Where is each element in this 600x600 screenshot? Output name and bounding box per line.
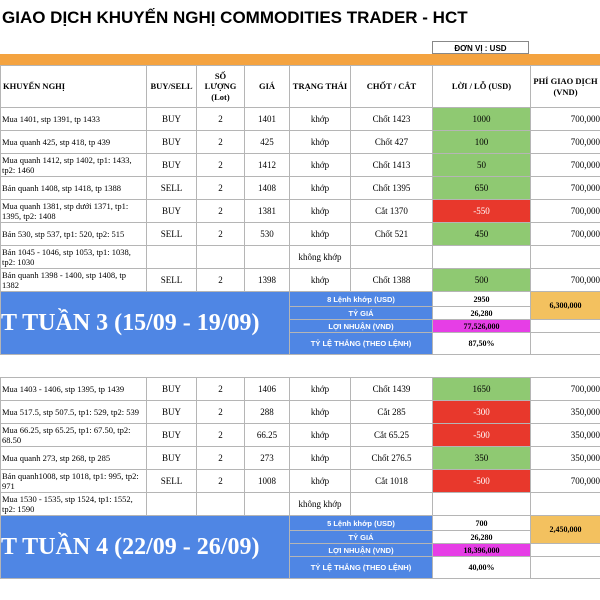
week4-orders-label: 5 Lệnh khớp (USD) bbox=[290, 516, 433, 531]
trade-close: Cắt 65.25 bbox=[351, 424, 433, 447]
trade-pnl: 650 bbox=[433, 177, 531, 200]
trade-price: 1398 bbox=[245, 269, 290, 292]
trade-status: khớp bbox=[290, 177, 351, 200]
table-row bbox=[1, 447, 600, 470]
trade-price bbox=[245, 246, 290, 269]
table-row bbox=[1, 177, 600, 200]
spacer-row bbox=[1, 355, 600, 378]
table-row bbox=[1, 223, 600, 246]
trade-quantity: 2 bbox=[197, 223, 245, 246]
week4-winrate-value: 40,00% bbox=[433, 557, 531, 579]
trade-close: Chốt 1423 bbox=[351, 108, 433, 131]
trade-quantity: 2 bbox=[197, 424, 245, 447]
trade-close: Chốt 1413 bbox=[351, 154, 433, 177]
table-row bbox=[1, 493, 600, 516]
trade-quantity: 2 bbox=[197, 401, 245, 424]
header-buy-sell: BUY/SELL bbox=[147, 66, 197, 108]
trade-pnl bbox=[433, 246, 531, 269]
trade-recommendation: Mua quanh 1412, stp 1402, tp1: 1433, tp2: 1460 bbox=[1, 154, 147, 177]
trade-price: 1408 bbox=[245, 177, 290, 200]
table-row bbox=[1, 378, 600, 401]
trade-pnl: 1650 bbox=[433, 378, 531, 401]
trade-recommendation: Bán 1045 - 1046, stp 1053, tp1: 1038, tp2: 1030 bbox=[1, 246, 147, 269]
table-row bbox=[1, 470, 600, 493]
trade-price: 1406 bbox=[245, 378, 290, 401]
trade-side: SELL bbox=[147, 177, 197, 200]
trade-fee: 700,000 bbox=[531, 154, 600, 177]
trade-fee: 700,000 bbox=[531, 131, 600, 154]
trade-side: BUY bbox=[147, 401, 197, 424]
trade-close: Cắt 1370 bbox=[351, 200, 433, 223]
header-row bbox=[1, 66, 600, 108]
week3-summary bbox=[1, 292, 600, 378]
trade-pnl: 450 bbox=[433, 223, 531, 246]
table-row bbox=[1, 424, 600, 447]
trade-price: 425 bbox=[245, 131, 290, 154]
trade-price: 1008 bbox=[245, 470, 290, 493]
trade-recommendation: Bán quanh 1398 - 1400, stp 1408, tp 1382 bbox=[1, 269, 147, 292]
trade-close: Cắt 1018 bbox=[351, 470, 433, 493]
trade-side bbox=[147, 246, 197, 269]
trade-status: khớp bbox=[290, 200, 351, 223]
trade-quantity: 2 bbox=[197, 177, 245, 200]
trade-close: Chốt 427 bbox=[351, 131, 433, 154]
trade-recommendation: Mua 1530 - 1535, stp 1524, tp1: 1552, tp2: 1590 bbox=[1, 493, 147, 516]
trade-fee: 700,000 bbox=[531, 200, 600, 223]
week4-profit-label: LỢI NHUẬN (VND) bbox=[290, 544, 433, 557]
trade-pnl: -300 bbox=[433, 401, 531, 424]
trade-side: SELL bbox=[147, 269, 197, 292]
trade-recommendation: Bán 530, stp 537, tp1: 520, tp2: 515 bbox=[1, 223, 147, 246]
trade-recommendation: Mua 66.25, stp 65.25, tp1: 67.50, tp2: 68.50 bbox=[1, 424, 147, 447]
week3-rate-label: TỶ GIÁ bbox=[290, 307, 433, 320]
trade-status: khớp bbox=[290, 108, 351, 131]
trade-status: không khớp bbox=[290, 246, 351, 269]
trade-close: Chốt 276.5 bbox=[351, 447, 433, 470]
trade-side: BUY bbox=[147, 154, 197, 177]
trade-status: khớp bbox=[290, 269, 351, 292]
trade-recommendation: Mua 517.5, stp 507.5, tp1: 529, tp2: 539 bbox=[1, 401, 147, 424]
header-quantity: SỐ LƯỢNG (Lot) bbox=[197, 66, 245, 108]
week3-winrate-label: TỶ LỆ THẮNG (THEO LỆNH) bbox=[290, 333, 433, 355]
week4-rate-label: TỶ GIÁ bbox=[290, 531, 433, 544]
trade-fee: 350,000 bbox=[531, 447, 600, 470]
trade-price: 66.25 bbox=[245, 424, 290, 447]
header-status: TRẠNG THÁI bbox=[290, 66, 351, 108]
trade-status: khớp bbox=[290, 470, 351, 493]
trade-price bbox=[245, 493, 290, 516]
trade-side: BUY bbox=[147, 131, 197, 154]
trade-fee bbox=[531, 493, 600, 516]
week4-profit-value: 18,396,000 bbox=[433, 544, 531, 557]
table-row bbox=[1, 401, 600, 424]
trade-quantity: 2 bbox=[197, 154, 245, 177]
trade-status: khớp bbox=[290, 447, 351, 470]
trade-price: 1401 bbox=[245, 108, 290, 131]
header-close: CHỐT / CẮT bbox=[351, 66, 433, 108]
trade-fee: 700,000 bbox=[531, 378, 600, 401]
trade-quantity: 2 bbox=[197, 447, 245, 470]
trade-fee: 700,000 bbox=[531, 269, 600, 292]
week3-title: T TUẦN 3 (15/09 - 19/09) bbox=[1, 292, 290, 355]
trade-fee: 700,000 bbox=[531, 470, 600, 493]
sheet-title: GIAO DỊCH KHUYẾN NGHỊ COMMODITIES TRADER - HCT bbox=[2, 8, 468, 27]
week4-winrate-label: TỶ LỆ THẮNG (THEO LỆNH) bbox=[290, 557, 433, 579]
trade-fee: 350,000 bbox=[531, 424, 600, 447]
trade-side: BUY bbox=[147, 447, 197, 470]
week3-profit-value: 77,526,000 bbox=[433, 320, 531, 333]
week3-fee-total: 6,300,000 bbox=[531, 292, 600, 320]
trade-quantity: 2 bbox=[197, 131, 245, 154]
trade-close: Cắt 285 bbox=[351, 401, 433, 424]
week3-profit-label: LỢI NHUẬN (VND) bbox=[290, 320, 433, 333]
trade-quantity: 2 bbox=[197, 378, 245, 401]
header-pnl: LỜI / LỖ (USD) bbox=[433, 66, 531, 108]
trade-fee: 350,000 bbox=[531, 401, 600, 424]
trade-price: 1381 bbox=[245, 200, 290, 223]
trade-pnl: -500 bbox=[433, 424, 531, 447]
trade-side: BUY bbox=[147, 108, 197, 131]
trade-quantity bbox=[197, 493, 245, 516]
table-row bbox=[1, 108, 600, 131]
week4-rate-value: 26,280 bbox=[433, 531, 531, 544]
trade-pnl bbox=[433, 493, 531, 516]
trade-status: khớp bbox=[290, 223, 351, 246]
trade-close: Chốt 1395 bbox=[351, 177, 433, 200]
header-fee: PHÍ GIAO DỊCH (VND) bbox=[531, 66, 600, 108]
trade-recommendation: Bán quanh1008, stp 1018, tp1: 995, tp2: 971 bbox=[1, 470, 147, 493]
trade-pnl: 500 bbox=[433, 269, 531, 292]
trade-status: khớp bbox=[290, 154, 351, 177]
trade-fee: 700,000 bbox=[531, 108, 600, 131]
week4-title: T TUẦN 4 (22/09 - 26/09) bbox=[1, 516, 290, 579]
trade-side: SELL bbox=[147, 470, 197, 493]
week3-orders-value: 2950 bbox=[433, 292, 531, 307]
trade-pnl: -500 bbox=[433, 470, 531, 493]
week3-orders-label: 8 Lệnh khớp (USD) bbox=[290, 292, 433, 307]
trade-recommendation: Mua quanh 273, stp 268, tp 285 bbox=[1, 447, 147, 470]
trade-quantity: 2 bbox=[197, 200, 245, 223]
week4-rows bbox=[1, 378, 600, 516]
trade-recommendation: Mua quanh 1381, stp dưới 1371, tp1: 1395, tp2: 1408 bbox=[1, 200, 147, 223]
trade-quantity: 2 bbox=[197, 470, 245, 493]
trade-close: Chốt 1439 bbox=[351, 378, 433, 401]
trade-pnl: -550 bbox=[433, 200, 531, 223]
trade-pnl: 50 bbox=[433, 154, 531, 177]
trade-close bbox=[351, 246, 433, 269]
trade-pnl: 1000 bbox=[433, 108, 531, 131]
table-row bbox=[1, 154, 600, 177]
week4-fee-total: 2,450,000 bbox=[531, 516, 600, 544]
trade-side: SELL bbox=[147, 223, 197, 246]
trade-price: 1412 bbox=[245, 154, 290, 177]
unit-label: ĐƠN VỊ : USD bbox=[432, 41, 529, 54]
trade-recommendation: Bán quanh 1408, stp 1418, tp 1388 bbox=[1, 177, 147, 200]
table-row bbox=[1, 246, 600, 269]
trade-recommendation: Mua quanh 425, stp 418, tp 439 bbox=[1, 131, 147, 154]
trade-status: khớp bbox=[290, 401, 351, 424]
trade-quantity: 2 bbox=[197, 108, 245, 131]
trade-price: 273 bbox=[245, 447, 290, 470]
trade-recommendation: Mua 1403 - 1406, stp 1395, tp 1439 bbox=[1, 378, 147, 401]
table-row bbox=[1, 269, 600, 292]
week4-summary bbox=[1, 516, 600, 579]
header-price: GIÁ bbox=[245, 66, 290, 108]
week3-winrate-value: 87,50% bbox=[433, 333, 531, 355]
trade-price: 530 bbox=[245, 223, 290, 246]
trade-fee: 700,000 bbox=[531, 177, 600, 200]
trade-status: không khớp bbox=[290, 493, 351, 516]
orange-band bbox=[0, 54, 600, 65]
trade-quantity: 2 bbox=[197, 269, 245, 292]
trade-pnl: 350 bbox=[433, 447, 531, 470]
week3-rate-value: 26,280 bbox=[433, 307, 531, 320]
header-recommendation: KHUYẾN NGHỊ bbox=[1, 66, 147, 108]
trade-close: Chốt 521 bbox=[351, 223, 433, 246]
trade-status: khớp bbox=[290, 378, 351, 401]
trade-side: BUY bbox=[147, 200, 197, 223]
trade-fee bbox=[531, 246, 600, 269]
trade-recommendation: Mua 1401, stp 1391, tp 1433 bbox=[1, 108, 147, 131]
trade-fee: 700,000 bbox=[531, 223, 600, 246]
week3-rows bbox=[1, 108, 600, 292]
trade-status: khớp bbox=[290, 424, 351, 447]
trade-pnl: 100 bbox=[433, 131, 531, 154]
trade-status: khớp bbox=[290, 131, 351, 154]
trade-side: BUY bbox=[147, 424, 197, 447]
trade-side bbox=[147, 493, 197, 516]
trade-side: BUY bbox=[147, 378, 197, 401]
week4-orders-value: 700 bbox=[433, 516, 531, 531]
trade-close bbox=[351, 493, 433, 516]
table-row bbox=[1, 131, 600, 154]
table-row bbox=[1, 200, 600, 223]
trade-close: Chốt 1388 bbox=[351, 269, 433, 292]
trade-price: 288 bbox=[245, 401, 290, 424]
trade-quantity bbox=[197, 246, 245, 269]
trades-table bbox=[0, 65, 600, 579]
